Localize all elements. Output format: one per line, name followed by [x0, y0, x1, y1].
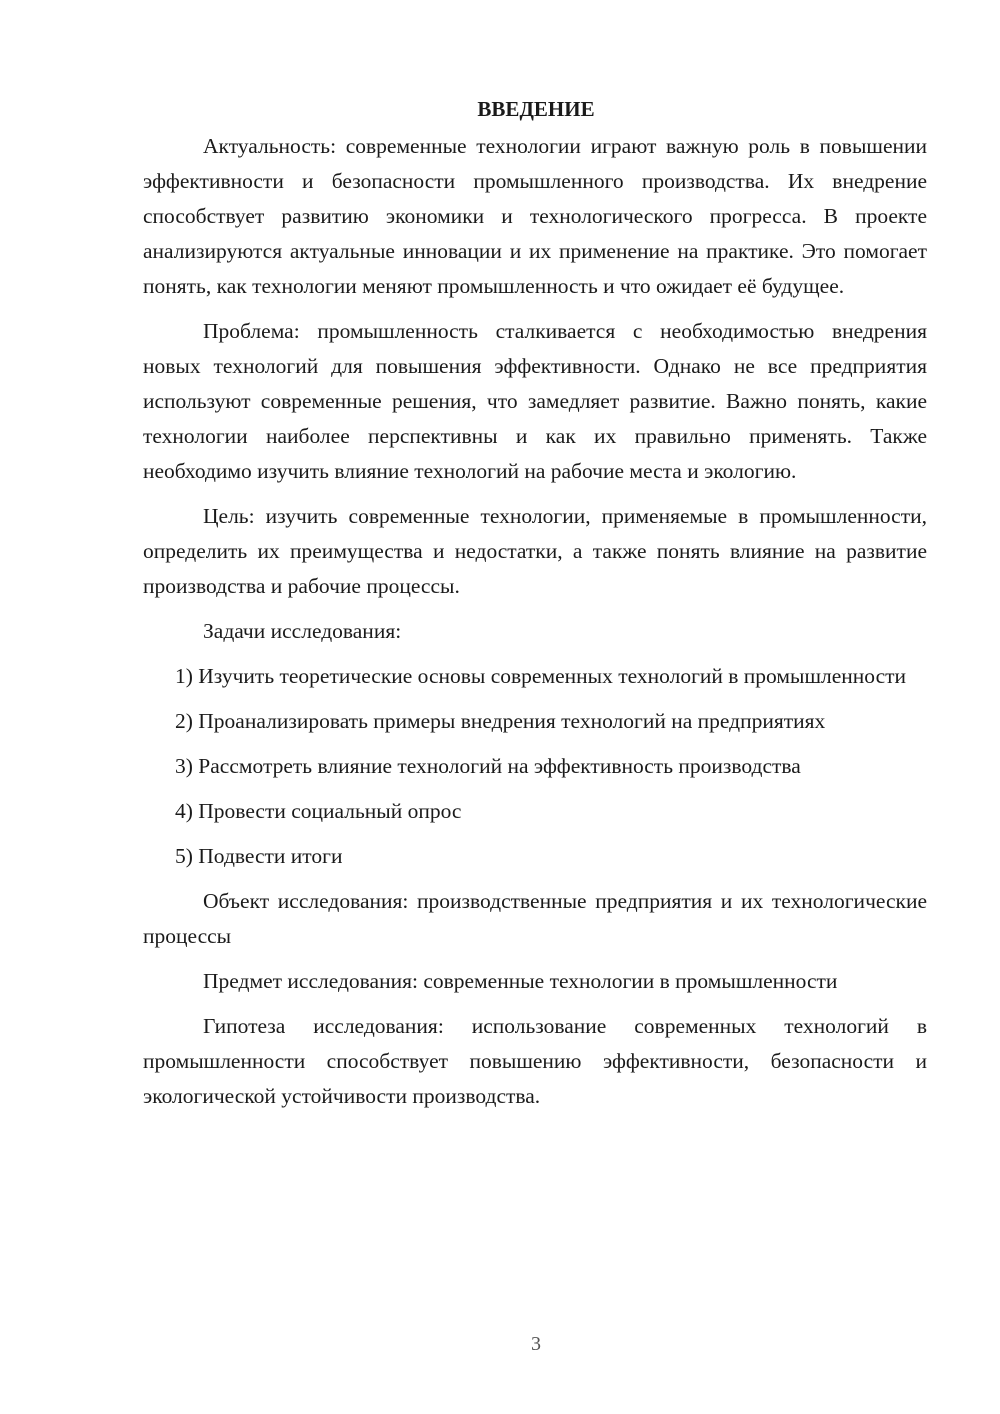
tasks-heading: Задачи исследования:	[203, 619, 402, 643]
task-item-5: 5) Подвести итоги	[175, 844, 343, 868]
problem-paragraph: Проблема: промышленность сталкивается с необходимостью внедрения новых технологий для повышения эффективности. Однако не все предприятия используют современные решения, что замедляет развитие. Важно понять, какие технологии наиболее перспективны и как их правильно применять. Также необходимо изучить влияние технологий на рабочие места и экологию.	[143, 319, 927, 483]
task-item-4: 4) Провести социальный опрос	[175, 799, 462, 823]
relevance-paragraph: Актуальность: современные технологии играют важную роль в повышении эффективности и безопасности промышленного производства. Их внедрение способствует развитию экономики и технологического прогресса. В проекте анализируются актуальные инновации и их применение на практике. Это помогает понять, как технологии меняют промышленность и что ожидает её будущее.	[143, 134, 927, 298]
task-item-1: 1) Изучить теоретические основы современных технологий в промышленности	[175, 664, 907, 688]
task-item-3: 3) Рассмотреть влияние технологий на эффективность производства	[175, 754, 801, 778]
page-title: ВВЕДЕНИЕ	[477, 97, 595, 121]
object-paragraph: Объект исследования: производственные предприятия и их технологические процессы	[143, 889, 927, 948]
goal-paragraph: Цель: изучить современные технологии, применяемые в промышленности, определить их преимущества и недостатки, а также понять влияние на развитие производства и рабочие процессы.	[143, 504, 927, 598]
page-number: 3	[531, 1333, 541, 1355]
subject-paragraph: Предмет исследования: современные технологии в промышленности	[203, 969, 838, 993]
document-page	[143, 92, 927, 1124]
task-item-2: 2) Проанализировать примеры внедрения технологий на предприятиях	[175, 709, 826, 733]
hypothesis-paragraph: Гипотеза исследования: использование современных технологий в промышленности способствует повышению эффективности, безопасности и экологической устойчивости производства.	[143, 1014, 927, 1108]
